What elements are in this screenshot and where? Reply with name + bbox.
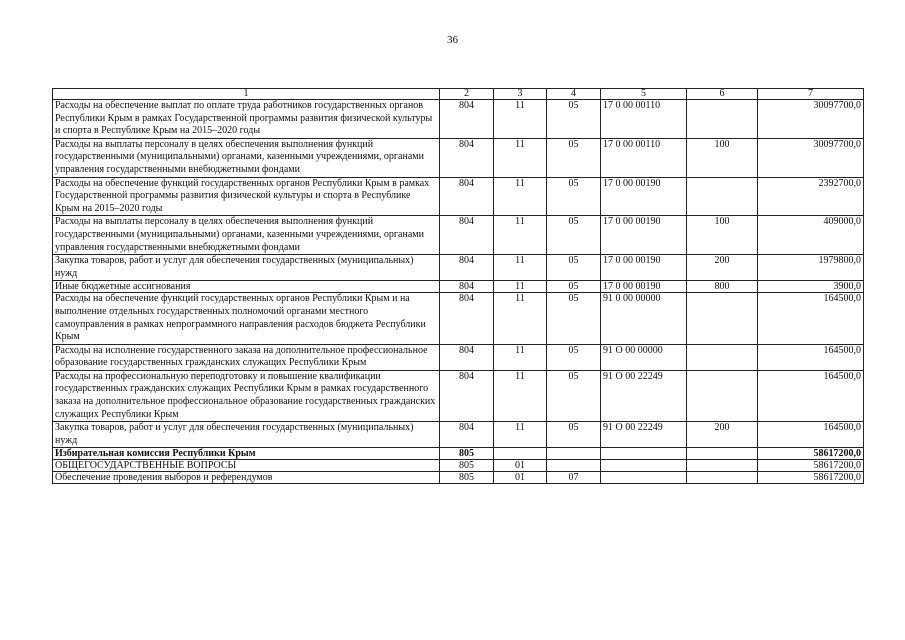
table-row (53, 138, 864, 177)
row-ministry-code: 804 (440, 216, 494, 255)
row-name: ОБЩЕГОСУДАРСТВЕННЫЕ ВОПРОСЫ (53, 460, 440, 472)
table-row (53, 344, 864, 370)
row-subsection-code: 05 (547, 422, 601, 448)
row-amount: 30097700,0 (758, 100, 864, 139)
row-expense-type (687, 460, 758, 472)
row-amount: 58617200,0 (758, 448, 864, 460)
row-subsection-code (547, 460, 601, 472)
row-subsection-code: 05 (547, 255, 601, 281)
row-amount: 58617200,0 (758, 472, 864, 484)
row-expense-type (687, 293, 758, 344)
row-ministry-code: 804 (440, 370, 494, 421)
row-name: Расходы на обеспечение выплат по оплате труда работников государственных органов Республики Крым в рамках Государственной программы развития физической культуры и спорта в Республике Крым на 2015–2020 годы (53, 100, 440, 139)
table-row (53, 177, 864, 216)
row-section-code (494, 448, 547, 460)
row-section-code: 11 (494, 344, 547, 370)
row-ministry-code: 805 (440, 448, 494, 460)
row-name: Обеспечение проведения выборов и референдумов (53, 472, 440, 484)
row-target-article: 17 0 00 00110 (601, 100, 687, 139)
row-expense-type (687, 177, 758, 216)
row-target-article (601, 472, 687, 484)
row-section-code: 11 (494, 281, 547, 293)
row-section-code: 11 (494, 216, 547, 255)
row-subsection-code: 05 (547, 138, 601, 177)
column-header-3: 3 (494, 89, 547, 100)
row-expense-type (687, 370, 758, 421)
table-row (53, 472, 864, 484)
row-name: Расходы на выплаты персоналу в целях обеспечения выполнения функций государственными (муниципальными) органами, казенными учреждениями, органами управления государственными внебюджетными фондами (53, 216, 440, 255)
row-subsection-code: 05 (547, 281, 601, 293)
row-target-article: 17 0 00 00190 (601, 177, 687, 216)
row-subsection-code: 05 (547, 293, 601, 344)
row-section-code: 01 (494, 472, 547, 484)
row-name: Закупка товаров, работ и услуг для обеспечения государственных (муниципальных) нужд (53, 422, 440, 448)
row-amount: 164500,0 (758, 422, 864, 448)
row-ministry-code: 804 (440, 177, 494, 216)
row-expense-type (687, 448, 758, 460)
row-amount: 58617200,0 (758, 460, 864, 472)
row-subsection-code: 05 (547, 100, 601, 139)
row-target-article: 91 О 00 22249 (601, 422, 687, 448)
row-ministry-code: 804 (440, 255, 494, 281)
row-expense-type (687, 100, 758, 139)
row-ministry-code: 804 (440, 293, 494, 344)
row-target-article: 91 О 00 00000 (601, 344, 687, 370)
row-subsection-code: 05 (547, 370, 601, 421)
row-ministry-code: 805 (440, 472, 494, 484)
row-ministry-code: 804 (440, 344, 494, 370)
table-row (53, 293, 864, 344)
page-number: 36 (447, 34, 458, 46)
row-section-code: 11 (494, 138, 547, 177)
table-row (53, 281, 864, 293)
column-header-1: 1 (53, 89, 440, 100)
row-ministry-code: 804 (440, 100, 494, 139)
row-expense-type: 800 (687, 281, 758, 293)
table-row (53, 448, 864, 460)
row-subsection-code: 07 (547, 472, 601, 484)
table-row (53, 255, 864, 281)
table-row (53, 422, 864, 448)
row-name: Расходы на исполнение государственного заказа на дополнительное профессиональное образование государственных гражданских служащих Республики Крым (53, 344, 440, 370)
row-subsection-code: 05 (547, 216, 601, 255)
row-name: Иные бюджетные ассигнования (53, 281, 440, 293)
row-name: Расходы на выплаты персоналу в целях обеспечения выполнения функций государственными (муниципальными) органами, казенными учреждениями, органами управления государственными внебюджетными фондами (53, 138, 440, 177)
column-header-4: 4 (547, 89, 601, 100)
row-amount: 164500,0 (758, 293, 864, 344)
column-header-7: 7 (758, 89, 864, 100)
row-amount: 3900,0 (758, 281, 864, 293)
table-row (53, 216, 864, 255)
row-section-code: 11 (494, 293, 547, 344)
budget-table (52, 88, 864, 484)
row-name: Расходы на профессиональную переподготовку и повышение квалификации государственных гражданских служащих Республики Крым в рамках государственного заказа на дополнительное профессиональное образование государственных гражданских служащих Республики Крым (53, 370, 440, 421)
row-ministry-code: 805 (440, 460, 494, 472)
row-section-code: 11 (494, 177, 547, 216)
row-amount: 409000,0 (758, 216, 864, 255)
row-subsection-code: 05 (547, 177, 601, 216)
column-header-5: 5 (601, 89, 687, 100)
row-expense-type: 100 (687, 138, 758, 177)
row-section-code: 11 (494, 370, 547, 421)
row-target-article (601, 448, 687, 460)
row-amount: 164500,0 (758, 344, 864, 370)
table-row (53, 100, 864, 139)
row-expense-type: 200 (687, 255, 758, 281)
row-name: Расходы на обеспечение функций государственных органов Республики Крым в рамках Государственной программы развития физической культуры и спорта в Республике Крым на 2015–2020 годы (53, 177, 440, 216)
row-ministry-code: 804 (440, 138, 494, 177)
row-expense-type: 200 (687, 422, 758, 448)
row-section-code: 01 (494, 460, 547, 472)
row-target-article: 17 0 00 00110 (601, 138, 687, 177)
row-target-article (601, 460, 687, 472)
row-subsection-code: 05 (547, 344, 601, 370)
row-target-article: 17 0 00 00190 (601, 281, 687, 293)
row-amount: 30097700,0 (758, 138, 864, 177)
row-name: Расходы на обеспечение функций государственных органов Республики Крым и на выполнение отдельных государственных полномочий органами местного самоуправления в рамках непрограммного направления расходов бюджета Республики Крым (53, 293, 440, 344)
row-expense-type (687, 472, 758, 484)
row-ministry-code: 804 (440, 422, 494, 448)
row-target-article: 17 0 00 00190 (601, 255, 687, 281)
column-header-6: 6 (687, 89, 758, 100)
row-target-article: 91 О 00 22249 (601, 370, 687, 421)
row-section-code: 11 (494, 255, 547, 281)
row-amount: 1979800,0 (758, 255, 864, 281)
header-row (53, 89, 864, 100)
row-ministry-code: 804 (440, 281, 494, 293)
row-name: Закупка товаров, работ и услуг для обеспечения государственных (муниципальных) нужд (53, 255, 440, 281)
row-expense-type: 100 (687, 216, 758, 255)
row-section-code: 11 (494, 100, 547, 139)
row-amount: 2392700,0 (758, 177, 864, 216)
row-subsection-code (547, 448, 601, 460)
row-target-article: 17 0 00 00190 (601, 216, 687, 255)
column-header-2: 2 (440, 89, 494, 100)
table-row (53, 460, 864, 472)
row-expense-type (687, 344, 758, 370)
row-target-article: 91 0 00 00000 (601, 293, 687, 344)
table-row (53, 370, 864, 421)
row-name: Избирательная комиссия Республики Крым (53, 448, 440, 460)
row-section-code: 11 (494, 422, 547, 448)
row-amount: 164500,0 (758, 370, 864, 421)
